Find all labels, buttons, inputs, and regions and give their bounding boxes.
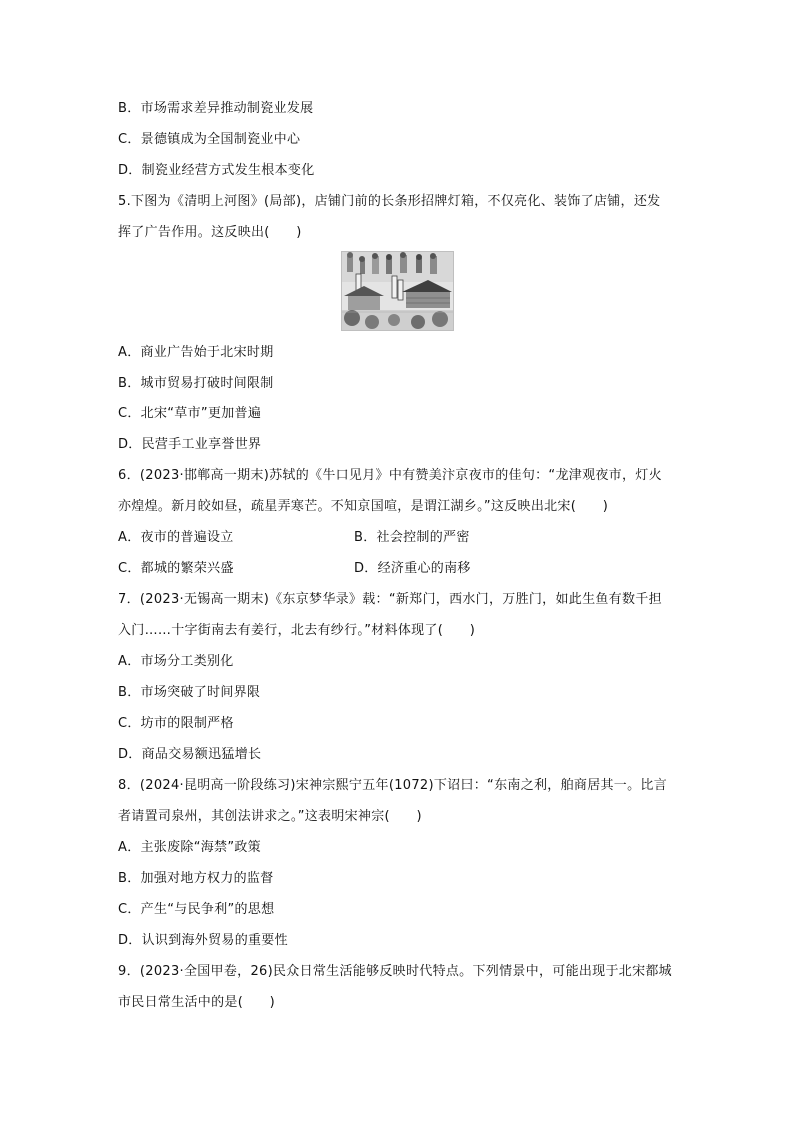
q4-option-d: D．制瓷业经营方式发生根本变化 [118,163,315,178]
q5-option-c: C．北宋“草市”更加普遍 [118,406,262,421]
q5-stem-line1: 5.下图为《清明上河图》(局部)，店铺门前的长条形招牌灯箱，不仅亮化、装饰了店铺，还发 [118,194,661,209]
q5-stem-line2: 挥了广告作用。这反映出( ) [118,225,302,240]
q5-option-b: B．城市贸易打破时间限制 [118,376,274,391]
q7-stem-line1: 7．(2023·无锡高一期末)《东京梦华录》载：“新郑门，西水门，万胜门，如此生鱼有数千担 [118,592,662,607]
q4-option-c: C．景德镇成为全国制瓷业中心 [118,132,301,147]
q9-stem-line2: 市民日常生活中的是( ) [118,995,276,1010]
q8-option-d: D．认识到海外贸易的重要性 [118,933,288,948]
q6-option-c: C．都城的繁荣兴盛 [118,561,234,576]
q6-option-b: B．社会控制的严密 [354,530,470,545]
q4-option-b: B．市场需求差异推动制瓷业发展 [118,101,314,116]
q5-option-a: A．商业广告始于北宋时期 [118,345,274,360]
qingming-painting-image [341,251,454,331]
q7-option-c: C．坊市的限制严格 [118,716,234,731]
painting-sketch [342,252,453,330]
q8-option-b: B．加强对地方权力的监督 [118,871,274,886]
q9-stem-line1: 9．(2023·全国甲卷，26)民众日常生活能够反映时代特点。下列情景中，可能出现于北宋都城 [118,964,672,979]
q7-stem-line2: 入门……十字街南去有姜行，北去有纱行。”材料体现了( ) [118,623,476,638]
q5-option-d: D．民营手工业享誉世界 [118,437,262,452]
q8-stem-line2: 者请置司泉州，其创法讲求之。”这表明宋神宗( ) [118,809,422,824]
q6-stem-line1: 6．(2023·邯郸高一期末)苏轼的《牛口见月》中有赞美汴京夜市的佳句：“龙津观夜市，灯火 [118,468,662,483]
q6-option-d: D．经济重心的南移 [354,561,471,576]
q8-stem-line1: 8．(2024·昆明高一阶段练习)宋神宗熙宁五年(1072)下诏曰：“东南之利，舶商居其一。比言 [118,778,667,793]
q7-option-d: D．商品交易额迅猛增长 [118,747,262,762]
q6-stem-line2: 亦煌煌。新月皎如昼，疏星弄寒芒。不知京国喧，是谓江湖乡。”这反映出北宋( ) [118,499,609,514]
q6-option-a: A．夜市的普遍设立 [118,530,234,545]
q8-option-c: C．产生“与民争利”的思想 [118,902,275,917]
q7-option-b: B．市场突破了时间界限 [118,685,261,700]
q7-option-a: A．市场分工类别化 [118,654,234,669]
q8-option-a: A．主张废除“海禁”政策 [118,840,261,855]
